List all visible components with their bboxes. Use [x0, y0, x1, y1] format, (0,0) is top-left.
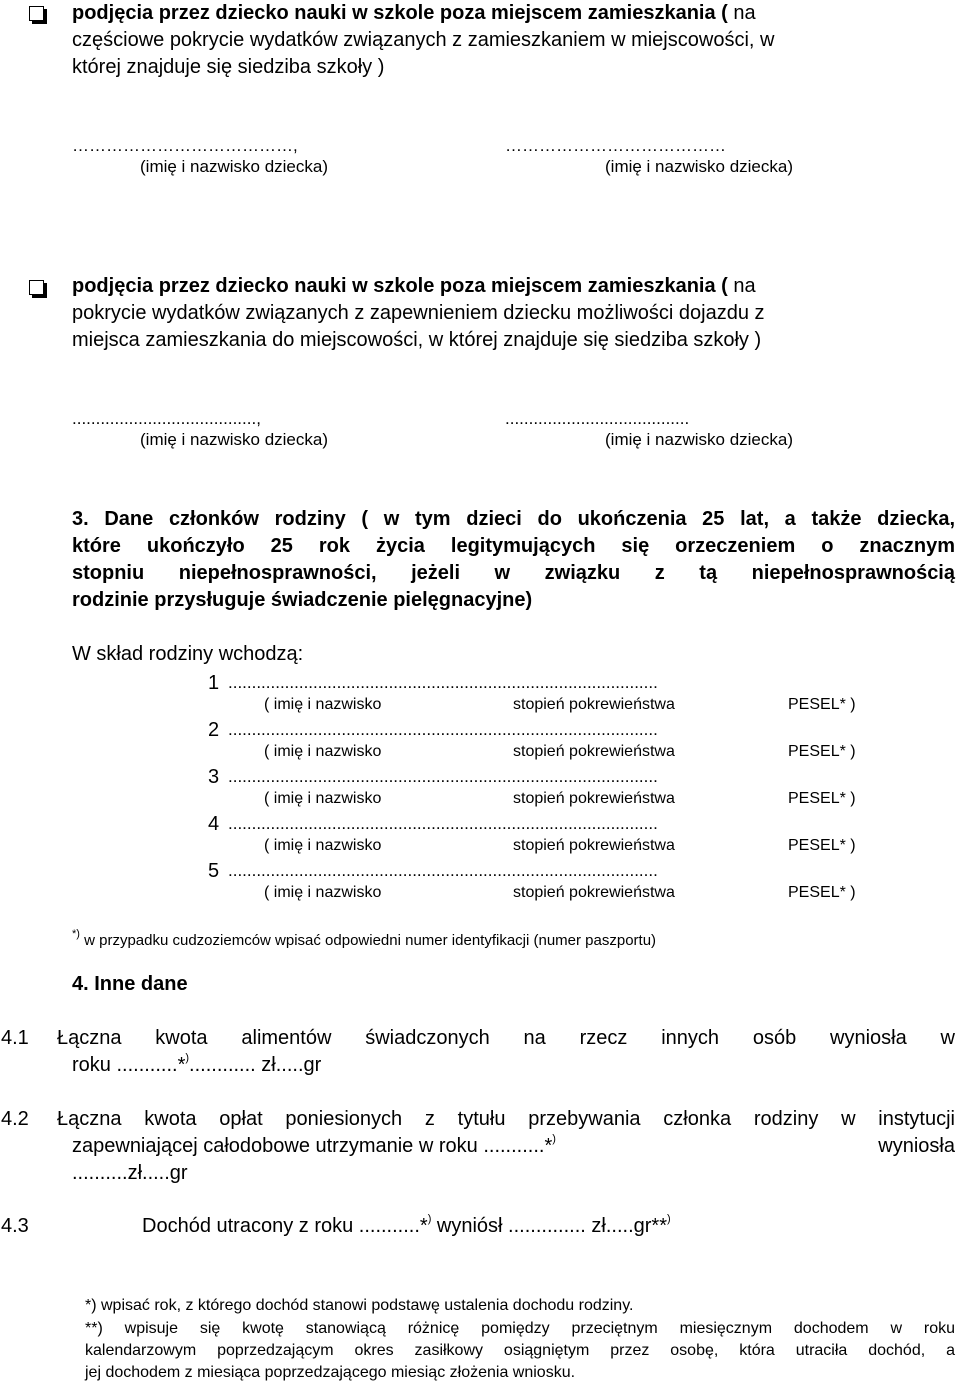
item-4-2-line2[interactable] — [72, 1135, 955, 1158]
member-dots[interactable]: ........................................................................................... — [228, 767, 658, 786]
note-lost-income-line1: **) wpisuje się kwotę stanowiącą różnicę pomiędzy przeciętnym miesięcznym dochodem w roku — [85, 1320, 955, 1337]
footnote-text: w przypadku cudzoziemców wpisać odpowiedni numer identyfikacji (numer paszportu) — [79, 932, 657, 949]
section-a-title — [72, 2, 756, 25]
item-4-1-sup: ) — [185, 1052, 190, 1065]
member-caption-name: ( imię i nazwisko — [264, 696, 382, 713]
section-a-title-normal: na — [727, 2, 756, 24]
member-number: 3 — [208, 766, 220, 788]
member-number: 1 — [208, 672, 220, 694]
section-3-line1: 3. Dane członków rodziny ( w tym dzieci do ukończenia 25 lat, a także dziecka, — [72, 508, 955, 530]
member-number: 2 — [208, 719, 220, 741]
member-dots[interactable]: ........................................................................................... — [228, 720, 658, 739]
member-caption-name: ( imię i nazwisko — [264, 884, 382, 901]
section-a-caption-left: (imię i nazwisko dziecka) — [140, 157, 328, 176]
section-b-title — [72, 275, 756, 298]
member-caption-relation: stopień pokrewieństwa — [513, 696, 675, 713]
member-caption-name: ( imię i nazwisko — [264, 743, 382, 760]
item-4-2-sup: ) — [552, 1133, 556, 1146]
section-b-line2: pokrycie wydatków związanych z zapewnieniem dziecku możliwości dojazdu z — [72, 302, 765, 324]
section-a-title-bold: podjęcia przez dziecko nauki w szkole poza miejscem zamieszkania ( — [72, 2, 728, 24]
section-a-line2: częściowe pokrycie wydatków związanych z zamieszkaniem w miejscowości, w — [72, 29, 775, 51]
item-4-1-year-field[interactable]: roku ...........* — [72, 1054, 186, 1076]
item-4-3-sup2: ) — [666, 1213, 671, 1226]
note-lost-income-line2: kalendarzowym poprzedzającym okres zasiłkowy osiągniętym przez osobę, która utraciła dochód, a — [85, 1342, 955, 1359]
member-dots[interactable]: ........................................................................................... — [228, 673, 658, 692]
item-4-1-number: 4.1 — [1, 1027, 29, 1049]
item-4-1-line1: Łączna kwota alimentów świadczonych na rzecz innych osób wyniosła w — [57, 1027, 955, 1049]
footnote-mark: *) — [72, 928, 80, 940]
section-a-caption-right: (imię i nazwisko dziecka) — [605, 157, 793, 176]
section-a-dots-right[interactable]: ………………………………… — [505, 136, 726, 155]
section-a-dots-left[interactable]: …………………………………, — [72, 136, 298, 155]
section-3-line4: rodzinie przysługuje świadczenie pielęgnacyjne) — [72, 589, 533, 611]
member-dots[interactable]: ........................................................................................... — [228, 814, 658, 833]
member-caption-relation: stopień pokrewieństwa — [513, 743, 675, 760]
item-4-1-amount-field[interactable]: ............ zł.....gr — [189, 1054, 322, 1076]
footnote-foreigners — [72, 928, 657, 949]
section-b-dots-right[interactable]: ....................................... — [505, 409, 690, 428]
item-4-2-year-field[interactable]: zapewniającej całodobowe utrzymanie w roku ...........* — [72, 1135, 553, 1157]
member-caption-name: ( imię i nazwisko — [264, 790, 382, 807]
item-4-3-year-field[interactable]: Dochód utracony z roku ...........* — [142, 1215, 428, 1237]
note-year: *) wpisać rok, z którego dochód stanowi podstawę ustalenia dochodu rodziny. — [85, 1297, 634, 1314]
member-caption-name: ( imię i nazwisko — [264, 837, 382, 854]
item-4-3-line[interactable] — [142, 1215, 671, 1238]
item-4-1-line2[interactable] — [72, 1054, 321, 1077]
section-b-dots-left[interactable]: ......................................., — [72, 409, 261, 428]
note-lost-income-line3: jej dochodem z miesiąca poprzedzającego miesiąc złożenia wniosku. — [85, 1364, 576, 1381]
item-4-3-amount-field[interactable]: wyniósł .............. zł.....gr** — [431, 1215, 667, 1237]
member-caption-relation: stopień pokrewieństwa — [513, 790, 675, 807]
section-a-line3: której znajduje się siedziba szkoły ) — [72, 56, 385, 78]
member-caption-pesel: PESEL* ) — [788, 696, 856, 713]
section-3-line2: które ukończyło 25 rok życia legitymujących się orzeczeniem o znacznym — [72, 535, 955, 557]
section-b-caption-left: (imię i nazwisko dziecka) — [140, 430, 328, 449]
item-4-3-sup1: ) — [427, 1213, 432, 1226]
section-b-title-normal: na — [727, 275, 756, 297]
member-number: 4 — [208, 813, 220, 835]
item-4-2-number: 4.2 — [1, 1108, 29, 1130]
item-4-2-amount-field[interactable]: ..........zł.....gr — [72, 1162, 188, 1184]
member-caption-pesel: PESEL* ) — [788, 884, 856, 901]
item-4-2-wyniosla: wyniosła — [878, 1135, 955, 1157]
family-label: W skład rodziny wchodzą: — [72, 643, 304, 665]
section-b-title-bold: podjęcia przez dziecko nauki w szkole poza miejscem zamieszkania ( — [72, 275, 728, 297]
member-caption-relation: stopień pokrewieństwa — [513, 884, 675, 901]
item-4-3-number: 4.3 — [1, 1215, 29, 1237]
section-b-line3: miejsca zamieszkania do miejscowości, w której znajduje się siedziba szkoły ) — [72, 329, 762, 351]
member-number: 5 — [208, 860, 220, 882]
member-caption-pesel: PESEL* ) — [788, 743, 856, 760]
section-b-caption-right: (imię i nazwisko dziecka) — [605, 430, 793, 449]
section-4-heading: 4. Inne dane — [72, 973, 188, 995]
checkbox-section-a[interactable] — [29, 6, 44, 21]
member-caption-pesel: PESEL* ) — [788, 790, 856, 807]
member-caption-pesel: PESEL* ) — [788, 837, 856, 854]
member-dots[interactable]: ........................................................................................... — [228, 861, 658, 880]
checkbox-section-b[interactable] — [29, 280, 44, 295]
member-caption-relation: stopień pokrewieństwa — [513, 837, 675, 854]
item-4-2-line1: Łączna kwota opłat poniesionych z tytułu przebywania członka rodziny w instytucji — [57, 1108, 955, 1130]
section-3-line3: stopniu niepełnosprawności, jeżeli w związku z tą niepełnosprawnością — [72, 562, 955, 584]
